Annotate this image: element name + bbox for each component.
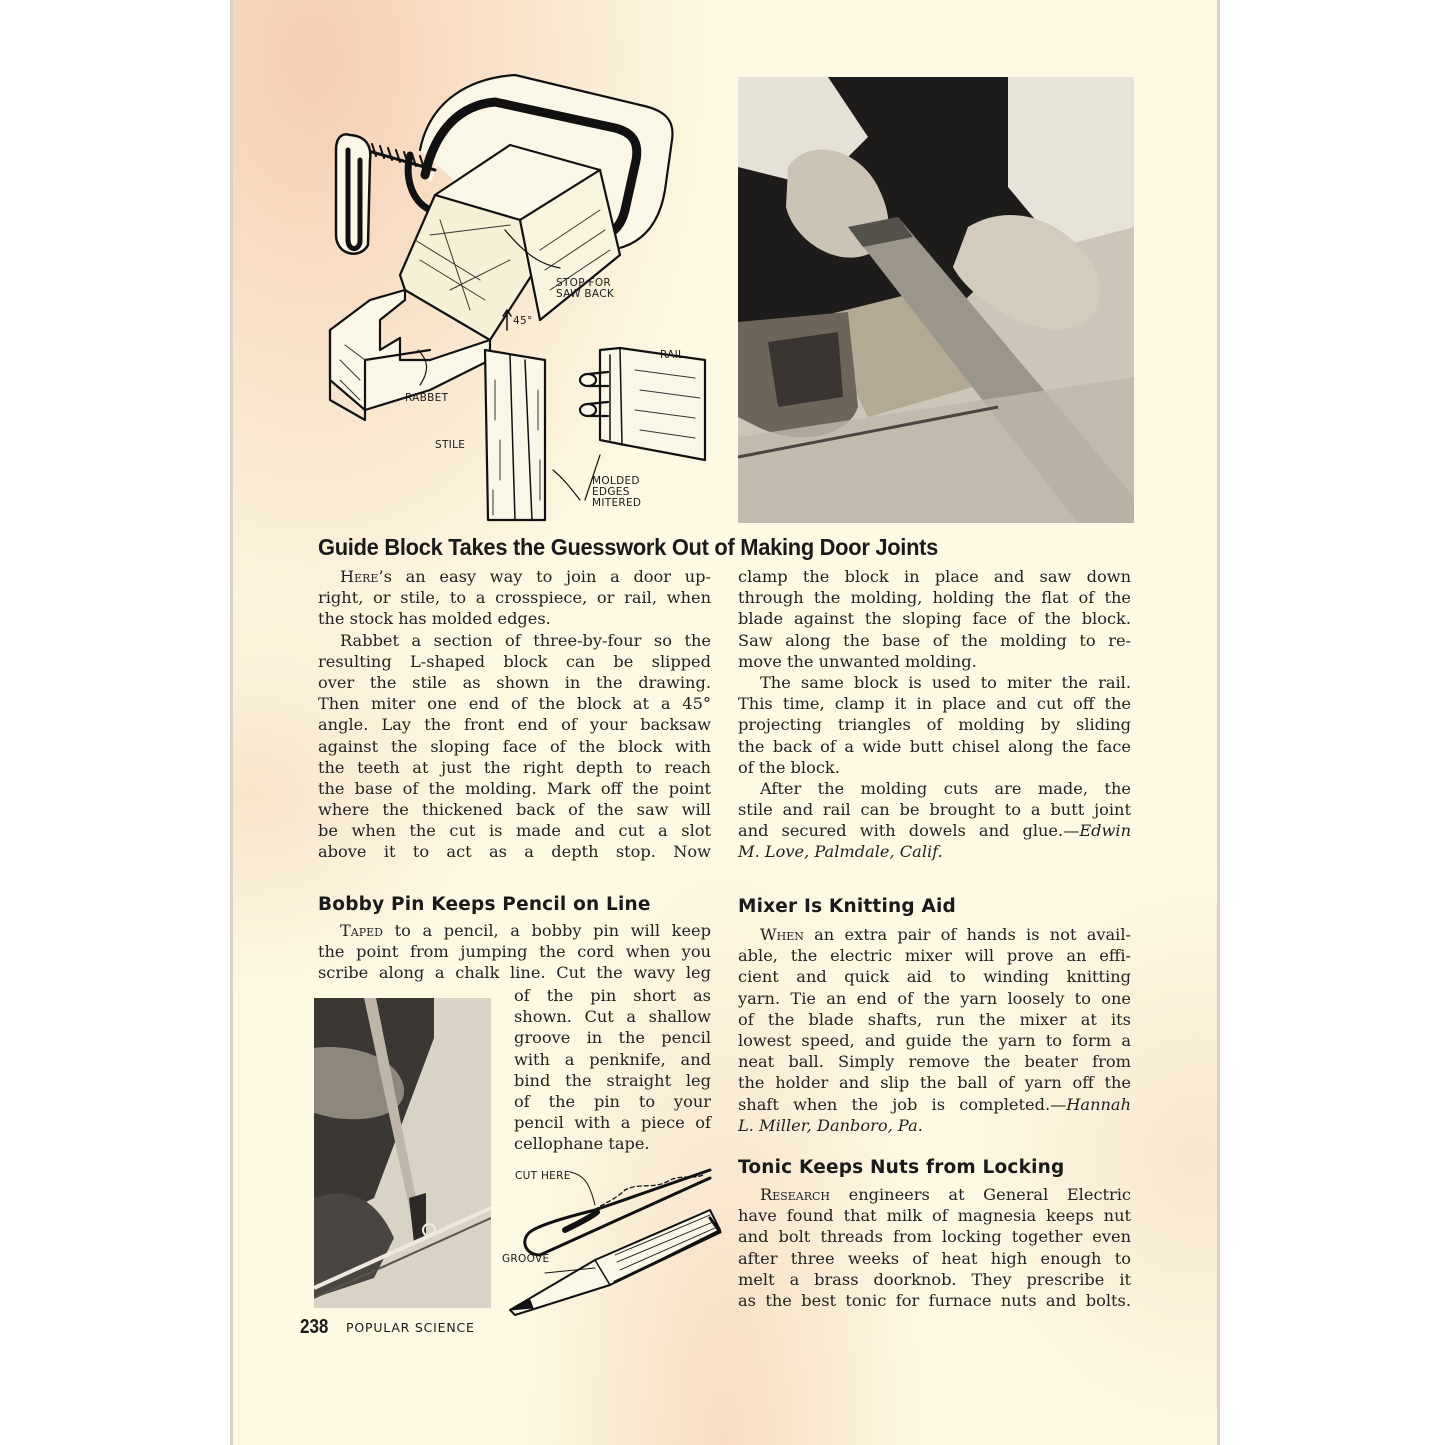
text-line: above it to act as a depth stop. Now <box>318 842 711 862</box>
text-line: where the thickened back of the saw will <box>318 800 711 820</box>
text-span: engineers at General Electric <box>830 1185 1131 1204</box>
label-cut-here: CUT HERE <box>515 1170 571 1182</box>
text-line: shown. Cut a shallow <box>514 1007 711 1027</box>
text-line: lowest speed, and guide the yarn to form a <box>738 1030 1131 1050</box>
bobby-pin-body-narrow <box>514 985 711 1155</box>
magazine-name: POPULAR SCIENCE <box>346 1320 475 1335</box>
pencil-scribing-photo <box>314 998 491 1308</box>
text-line: scribe along a chalk line. Cut the wavy leg <box>318 963 711 983</box>
text-line: with a penknife, and <box>514 1049 711 1069</box>
text-line: and bolt threads from locking together even <box>738 1227 1131 1247</box>
label-stop-for-saw-back <box>556 278 614 300</box>
label-line: MOLDED <box>592 475 640 487</box>
article-title-mixer: Mixer Is Knitting Aid <box>738 896 956 917</box>
label-rabbet: RABBET <box>405 392 449 404</box>
guide-block-diagram <box>310 60 730 530</box>
text-span: an extra pair of hands is not avail- <box>803 925 1131 944</box>
photo-pencil-hand-icon <box>314 998 491 1308</box>
text-line: This time, clamp it in place and cut off the <box>738 694 1131 714</box>
tonic-body <box>738 1184 1131 1311</box>
text-line: Saw along the base of the molding to re- <box>738 630 1131 650</box>
bobby-pin-pencil-diagram <box>495 1160 730 1320</box>
text-line: of the pin to your <box>514 1091 711 1111</box>
text-span: and secured with dowels and glue.— <box>738 821 1080 841</box>
article-title-tonic: Tonic Keeps Nuts from Locking <box>738 1157 1065 1178</box>
byline: L. Miller, Danboro, Pa. <box>738 1115 923 1135</box>
text-line: the back of a wide butt chisel along the face <box>738 736 1131 756</box>
article-main-column-1 <box>318 566 711 863</box>
text-line: Then miter one end of the block at a 45° <box>318 694 711 714</box>
drop-word: When <box>760 925 804 944</box>
label-stile: STILE <box>435 439 466 451</box>
text-line <box>318 920 711 941</box>
photo-hands-saw-icon <box>738 77 1134 523</box>
text-line: cient and quick aid to winding knitting <box>738 967 1131 987</box>
text-line <box>318 566 711 587</box>
text-line: pencil with a piece of <box>514 1113 711 1133</box>
label-line: EDGES <box>592 486 630 498</box>
text-line: the stock has molded edges. <box>318 609 551 629</box>
byline: M. Love, Palmdale, Calif. <box>738 842 943 862</box>
label-rail: RAIL <box>660 349 685 361</box>
text-line: after three weeks of heat high enough to <box>738 1248 1131 1268</box>
text-line: able, the electric mixer will prove an effi- <box>738 946 1131 966</box>
pencil-bobby-pin-icon <box>495 1160 730 1320</box>
text-line: melt a brass doorknob. They prescribe it <box>738 1269 1131 1289</box>
text-line: have found that milk of magnesia keeps nut <box>738 1206 1131 1226</box>
text-span: shaft when the job is completed.— <box>738 1094 1067 1114</box>
article-main-column-2 <box>738 566 1131 863</box>
text-line <box>738 1184 1131 1205</box>
text-line: of the block. <box>738 757 840 777</box>
drop-word: Research <box>760 1185 831 1204</box>
text-span: to a pencil, a bobby pin will keep <box>383 921 711 940</box>
label-line: SAW BACK <box>556 288 615 300</box>
drop-word: Here <box>340 567 379 586</box>
text-line: blade against the sloping face of the block. <box>738 609 1131 629</box>
text-line: against the sloping face of the block with <box>318 736 711 756</box>
text-line: yarn. Tie an end of the yarn loosely to one <box>738 988 1131 1008</box>
page-number: 238 <box>300 1316 329 1338</box>
text-line: projecting triangles of molding by sliding <box>738 715 1131 735</box>
bobby-pin-body-full <box>318 920 711 984</box>
text-line: angle. Lay the front end of your backsaw <box>318 715 711 735</box>
label-groove: GROOVE <box>502 1253 550 1265</box>
text-line: the base of the molding. Mark off the point <box>318 778 711 798</box>
text-line: bind the straight leg <box>514 1070 711 1090</box>
article-title-guide-block: Guide Block Takes the Guesswork Out of Making Door Joints <box>318 534 939 560</box>
text-line: After the molding cuts are made, the <box>760 778 1131 798</box>
text-line: resulting L-shaped block can be slipped <box>318 651 711 671</box>
text-line: the point from jumping the cord when you <box>318 942 711 962</box>
text-line <box>738 924 1131 945</box>
sawing-photo <box>738 77 1134 523</box>
text-line: neat ball. Simply remove the beater from <box>738 1052 1131 1072</box>
text-line: as the best tonic for furnace nuts and bolts. <box>738 1290 1131 1310</box>
text-line: cellophane tape. <box>514 1134 650 1154</box>
text-line: be when the cut is made and cut a slot <box>318 821 711 841</box>
drop-word: Taped <box>340 921 383 940</box>
text-line: the holder and slip the ball of yarn off the <box>738 1073 1131 1093</box>
clamp-diagram-icon <box>310 60 730 530</box>
text-line: clamp the block in place and saw down <box>738 567 1131 586</box>
label-molded-edges-mitered <box>592 476 641 509</box>
label-line: MITERED <box>592 497 642 509</box>
text-line: The same block is used to miter the rail. <box>760 672 1131 692</box>
text-line: the teeth at just the right depth to reach <box>318 757 711 777</box>
text-line: Rabbet a section of three-by-four so the <box>340 630 711 650</box>
article-title-bobby-pin: Bobby Pin Keeps Pencil on Line <box>318 894 651 915</box>
text-line: through the molding, holding the flat of the <box>738 588 1131 608</box>
text-line: over the stile as shown in the drawing. <box>318 672 711 692</box>
text-line: stile and rail can be brought to a butt joint <box>738 800 1131 820</box>
text-line: of the blade shafts, run the mixer at its <box>738 1009 1131 1029</box>
text-line: right, or stile, to a crosspiece, or rail, when <box>318 588 711 608</box>
label-45-degrees: 45° <box>513 315 533 327</box>
mixer-body <box>738 924 1131 1136</box>
byline-italic: Hannah <box>1066 1094 1131 1114</box>
label-line: STOP FOR <box>556 277 612 289</box>
text-line: groove in the pencil <box>514 1028 711 1048</box>
text-line <box>738 1094 1131 1115</box>
text-span: ’s an easy way to join a door up- <box>378 567 711 586</box>
byline-italic: Edwin <box>1079 821 1131 841</box>
text-line: move the unwanted molding. <box>738 651 977 671</box>
text-line <box>738 820 1131 841</box>
text-line: of the pin short as <box>514 986 711 1005</box>
